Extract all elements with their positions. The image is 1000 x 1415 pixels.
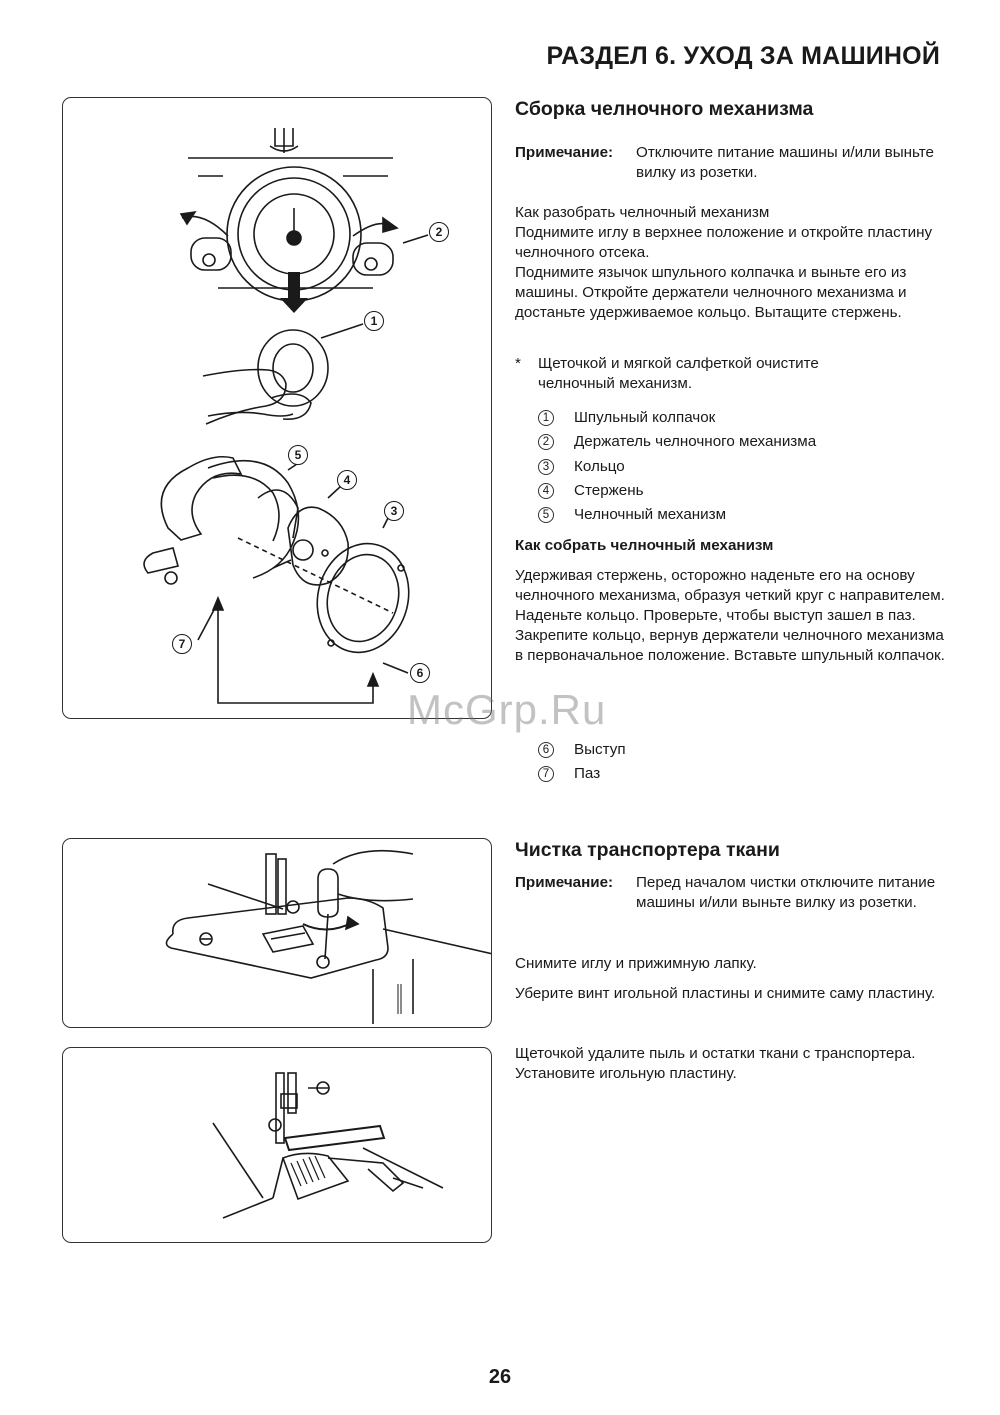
part-label: Паз <box>574 765 601 783</box>
part-label: Выступ <box>574 741 626 758</box>
part-number: 5 <box>538 507 554 523</box>
part-label: Кольцо <box>574 457 625 475</box>
paragraph: Уберите винт игольной пластины и снимите саму пластину. <box>515 985 936 1002</box>
part-label: Стержень <box>574 481 644 499</box>
needle-plate-illustration <box>62 838 492 1028</box>
feed-step-1 <box>515 954 945 974</box>
list-item <box>538 479 816 503</box>
part-number: 1 <box>538 410 554 426</box>
watermark: McGrp.Ru <box>407 686 607 733</box>
paragraph: Щеточкой удалите пыль и остатки ткани с транспортера. Установите игольную пластину. <box>515 1045 916 1082</box>
note-text: Перед началом чистки отключите питание машины и/или выньте вилку из розетки. <box>636 874 936 911</box>
part-label: Держатель челночного механизма <box>574 433 817 451</box>
paragraph: Удерживая стержень, осторожно наденьте его на основу челночного механизма, образуя четкий круг с направителем. <box>515 567 945 604</box>
paragraph: Наденьте кольцо. Проверьте, чтобы выступ зашел в паз. <box>515 607 916 624</box>
callout-1: 1 <box>364 311 384 331</box>
note-text: Отключите питание машины и/или выньте вилку из розетки. <box>636 144 934 181</box>
paragraph: Как разобрать челночный механизм <box>515 204 770 221</box>
hook-illustration <box>62 97 492 719</box>
list-item <box>538 430 816 454</box>
paragraph: Поднимите язычок шпульного колпачка и выньте его из машины. Откройте держатели челночного механизма и достаньте удерживаемое кольцо. Вытащите стержень. <box>515 264 907 321</box>
hook-disassemble <box>515 203 945 323</box>
parts-list-2 <box>538 738 626 787</box>
part-number: 3 <box>538 459 554 475</box>
bullet-text: Щеточкой и мягкой салфеткой очистите челночный механизм. <box>538 355 819 392</box>
section-title: РАЗДЕЛ 6. УХОД ЗА МАШИНОЙ <box>546 42 940 70</box>
callout-3: 3 <box>384 501 404 521</box>
paragraph: Поднимите иглу в верхнее положение и откройте пластину челночного отсека. <box>515 224 933 261</box>
callout-5: 5 <box>288 445 308 465</box>
callout-4: 4 <box>337 470 357 490</box>
note-label: Примечание: <box>515 874 614 891</box>
hook-title: Сборка челночного механизма <box>515 98 814 120</box>
list-item <box>538 406 816 430</box>
hook-note <box>515 143 945 183</box>
parts-list <box>538 406 816 527</box>
callout-7: 7 <box>172 634 192 654</box>
part-label: Челночный механизм <box>574 506 727 524</box>
list-item <box>538 455 816 479</box>
feed-step-2 <box>515 984 945 1004</box>
feed-dog-illustration <box>62 1047 492 1243</box>
list-item <box>538 762 626 786</box>
part-number: 4 <box>538 483 554 499</box>
callout-2: 2 <box>429 222 449 242</box>
hook-assemble <box>515 566 945 666</box>
assemble-title: Как собрать челночный механизм <box>515 537 774 554</box>
part-label: Шпульный колпачок <box>574 409 716 426</box>
part-number: 2 <box>538 434 554 450</box>
callout-6: 6 <box>410 663 430 683</box>
list-item <box>538 738 626 762</box>
part-number: 7 <box>538 766 554 782</box>
part-number: 6 <box>538 742 554 758</box>
paragraph: Снимите иглу и прижимную лапку. <box>515 955 757 972</box>
feed-note <box>515 873 945 933</box>
page-number: 26 <box>488 1366 512 1388</box>
list-item <box>538 503 816 527</box>
feed-title: Чистка транспортера ткани <box>515 839 780 861</box>
feed-step-3 <box>515 1044 945 1084</box>
note-label: Примечание: <box>515 144 614 161</box>
bullet-mark: * <box>515 355 521 372</box>
paragraph: Закрепите кольцо, вернув держатели челночного механизма в первоначальное положение. Вставьте шпульный колпачок. <box>515 627 945 664</box>
